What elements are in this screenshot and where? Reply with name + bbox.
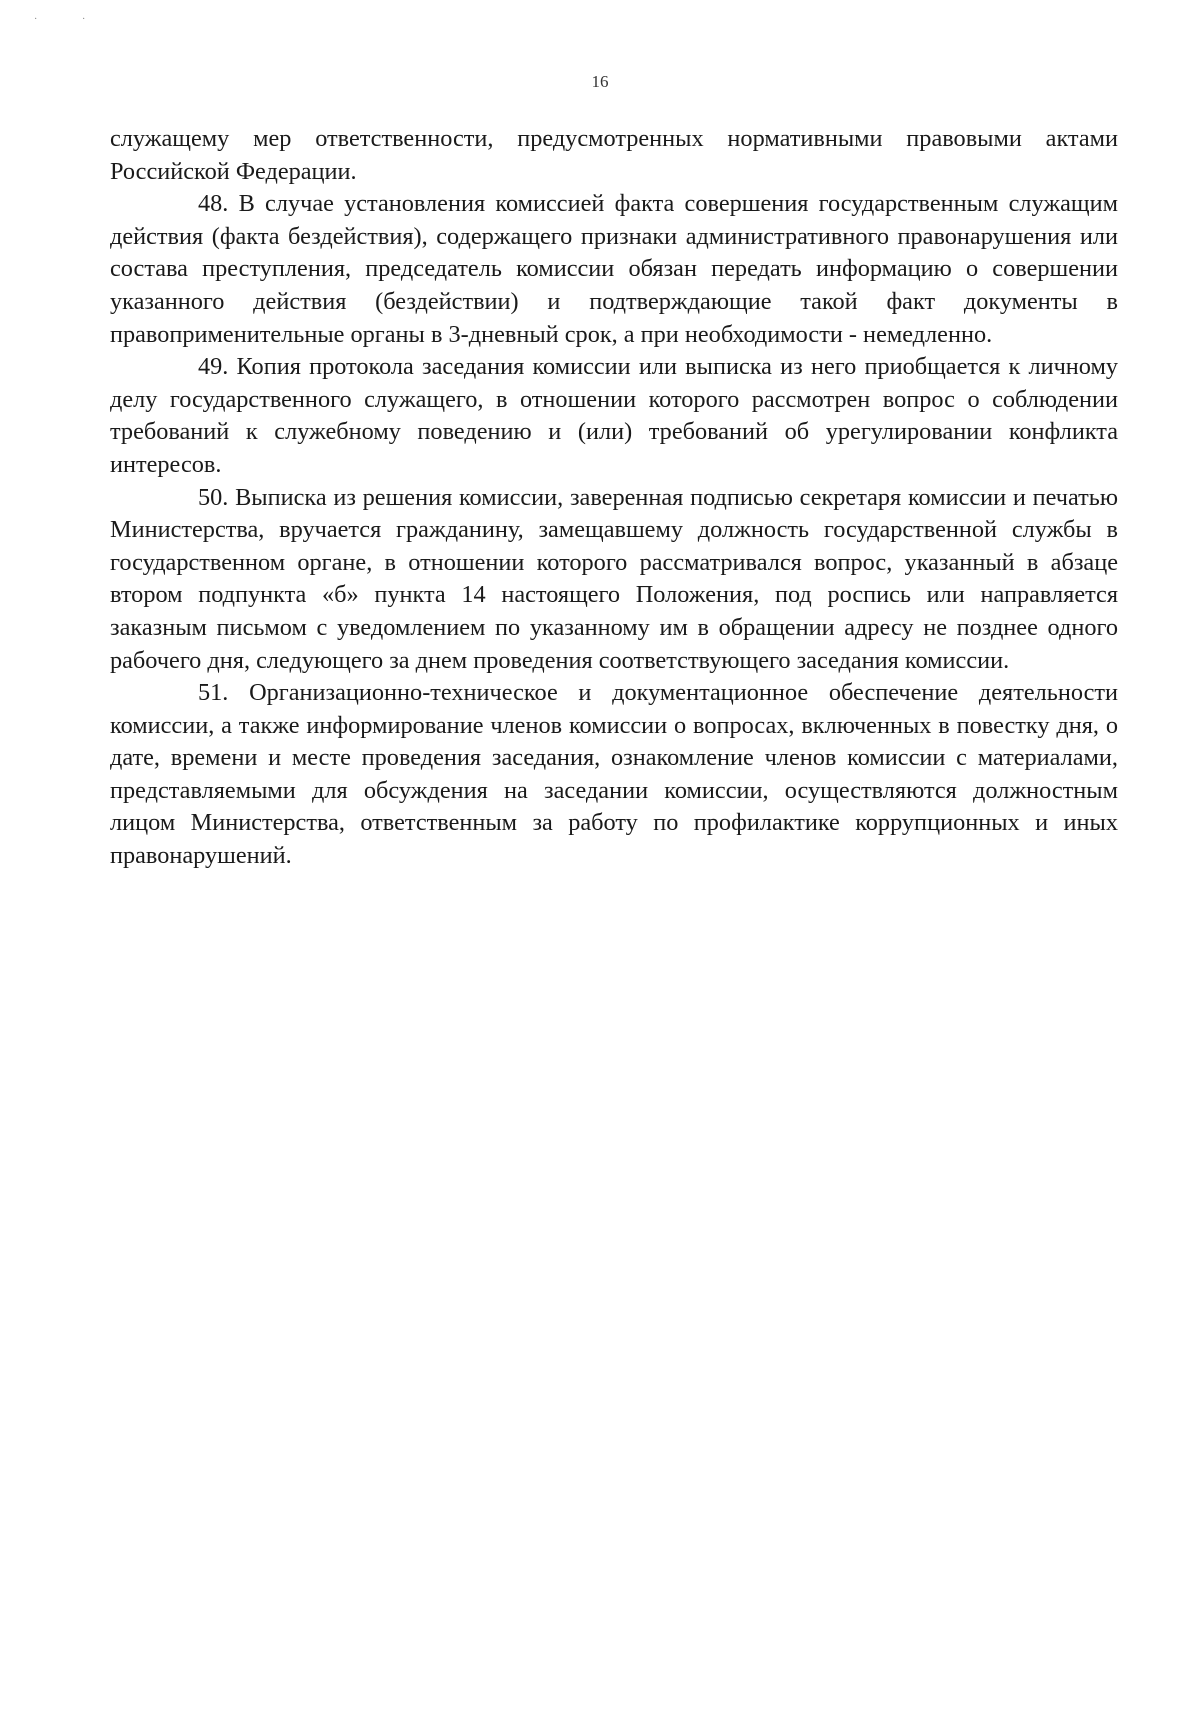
paragraph-49: 49. Копия протокола заседания комиссии или выписка из него приобщается к личному делу государственного служащего, в отношении которого рассмотрен вопрос о соблюдении требований к служебному поведению и (или) требований об урегулировании конфликта интересов. xyxy=(110,353,1118,478)
scan-artifact-mark: · xyxy=(82,14,86,25)
scan-artifact-mark: · xyxy=(34,14,38,25)
paragraph-50: 50. Выписка из решения комиссии, заверенная подписью секретаря комиссии и печатью Министерства, вручается гражданину, замещавшему должность государственной службы в государственном органе, в отношении которого рассматривался вопрос, указанный в абзаце втором подпункта «б» пункта 14 настоящего Положения, под роспись или направляется заказным письмом с уведомлением по указанному им в обращении адресу не позднее одного рабочего дня, следующего за днем проведения соответствующего заседания комиссии. xyxy=(110,483,1118,674)
paragraph-continuation: служащему мер ответственности, предусмотренных нормативными правовыми актами Российской Федерации. xyxy=(110,125,1118,185)
paragraph-51: 51. Организационно-техническое и документационное обеспечение деятельности комиссии, а также информирование членов комиссии о вопросах, включенных в повестку дня, о дате, времени и месте проведения заседания, ознакомление членов комиссии с материалами, представляемыми для обсуждения на заседании комиссии, осуществляются должностным лицом Министерства, ответственным за работу по профилактике коррупционных и иных правонарушений. xyxy=(110,679,1118,870)
document-body xyxy=(110,123,1118,873)
page-number: 16 xyxy=(591,72,609,91)
paragraph-48: 48. В случае установления комиссией факта совершения государственным служащим действия (факта бездействия), содержащего признаки административного правонарушения или состава преступления, председатель комиссии обязан передать информацию о совершении указанного действия (бездействии) и подтверждающие такой факт документы в правоприменительные органы в 3-дневный срок, а при необходимости - немедленно. xyxy=(110,190,1118,348)
